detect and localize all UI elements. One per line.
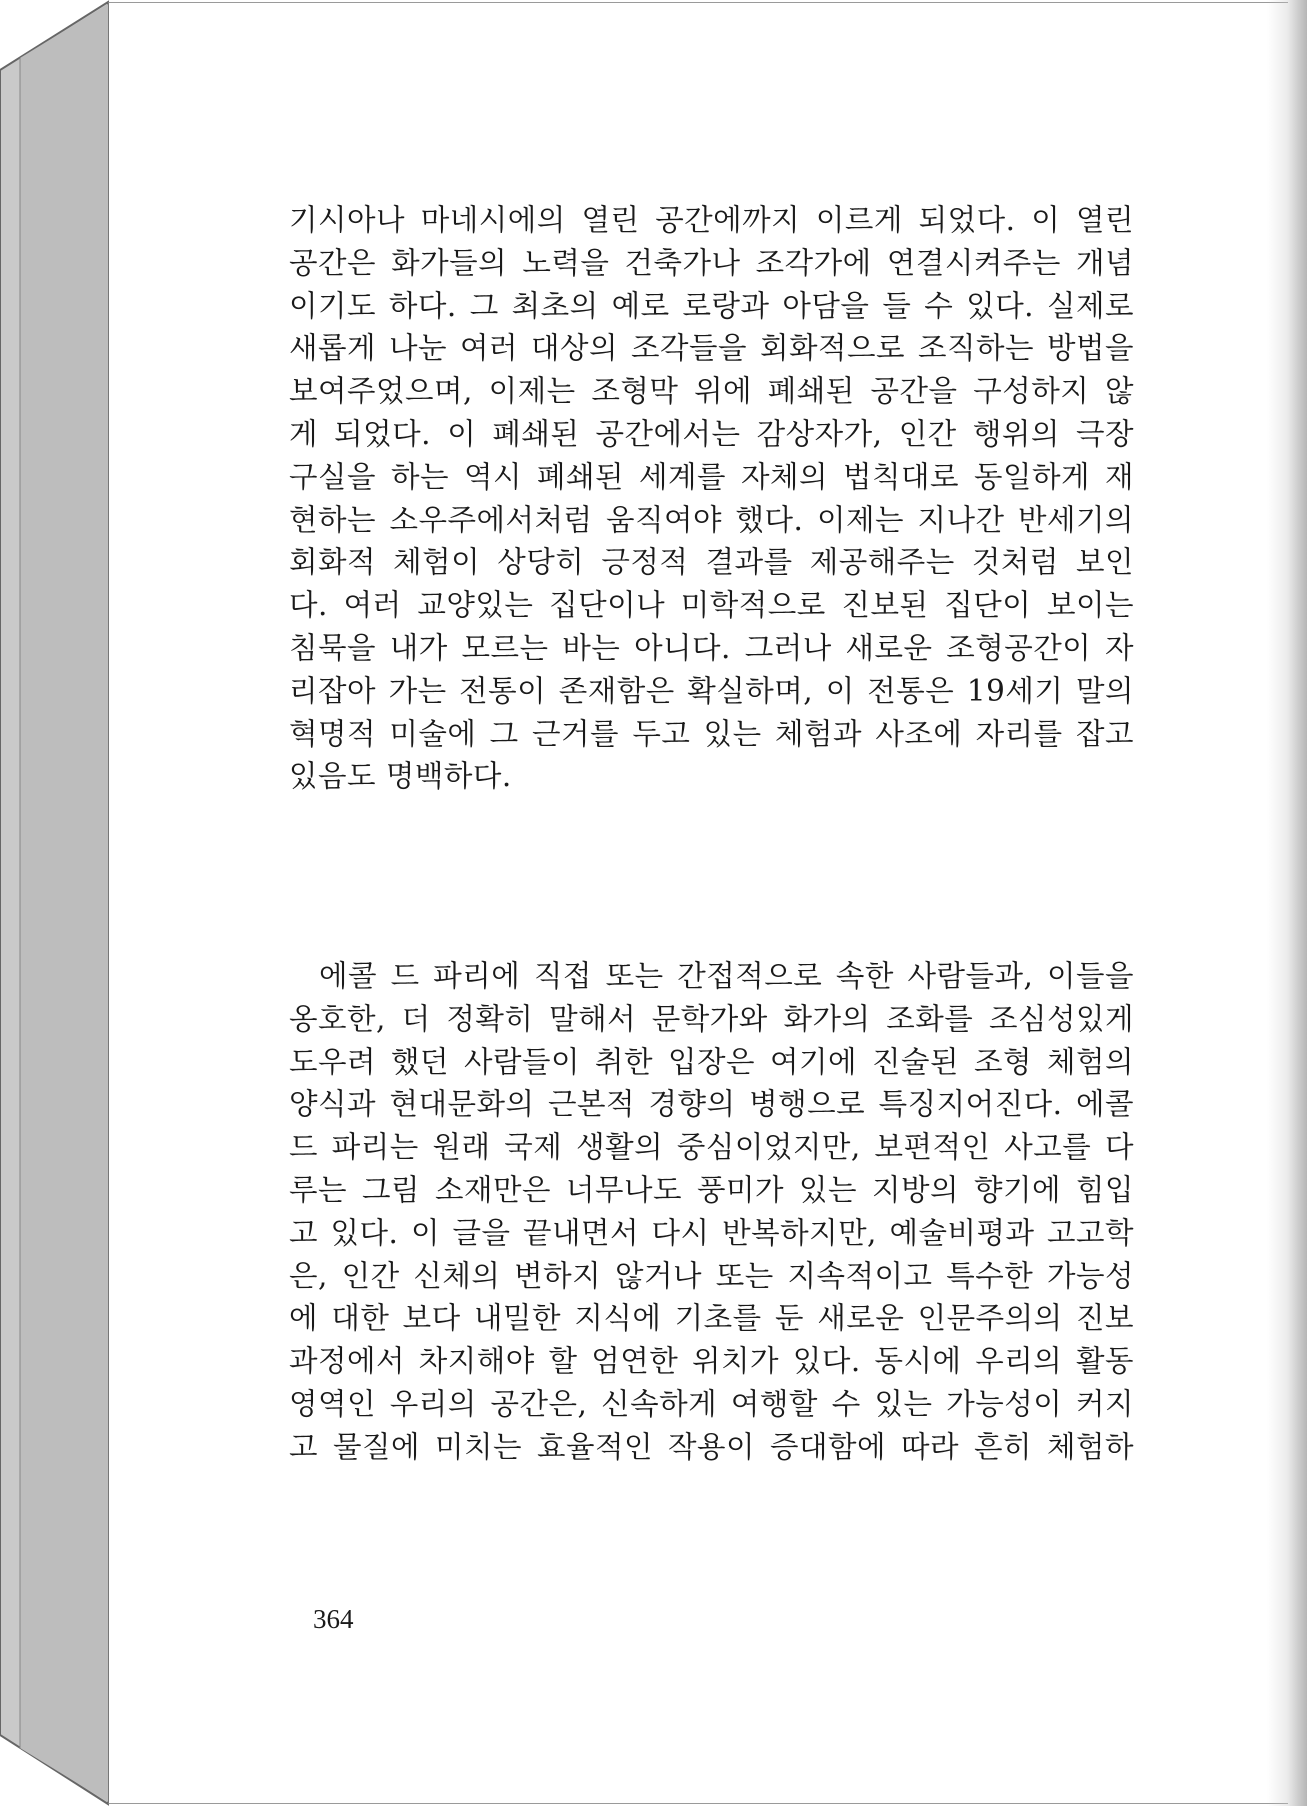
text-line: 기시아나 마네시에의 열린 공간에까지 이르게 되었다. 이 열린 — [289, 203, 1134, 237]
text-line: 과정에서 차지해야 할 엄연한 위치가 있다. 동시에 우리의 활동 — [289, 1344, 1134, 1379]
paragraph-2 — [289, 955, 1134, 1469]
text-line: 혁명적 미술에 그 근거를 두고 있는 체험과 사조에 자리를 잡고 — [289, 716, 1134, 751]
text-line: 양식과 현대문화의 근본적 경향의 병행으로 특징지어진다. 에콜 — [289, 1087, 1134, 1122]
text-line: 영역인 우리의 공간은, 신속하게 여행할 수 있는 가능성이 커지 — [289, 1386, 1134, 1421]
text-line: 옹호한, 더 정확히 말해서 문학가와 화가의 조화를 조심성있게 — [289, 1001, 1134, 1036]
text-line: 있음도 명백하다. — [289, 759, 512, 794]
text-line: 은, 인간 신체의 변하지 않거나 또는 지속적이고 특수한 가능성 — [289, 1258, 1134, 1293]
text-line: 새롭게 나눈 여러 대상의 조각들을 회화적으로 조직하는 방법을 — [289, 331, 1134, 366]
text-line: 에콜 드 파리에 직접 또는 간접적으로 속한 사람들과, 이들을 — [319, 959, 1134, 993]
paragraph-1 — [289, 199, 1134, 798]
text-line: 리잡아 가는 전통이 존재함은 확실하며, 이 전통은 19세기 말의 — [289, 673, 1134, 708]
text-line: 현하는 소우주에서처럼 움직여야 했다. 이제는 지나간 반세기의 — [289, 502, 1134, 537]
text-line: 게 되었다. 이 폐쇄된 공간에서는 감상자가, 인간 행위의 극장 — [289, 416, 1134, 451]
text-line: 구실을 하는 역시 폐쇄된 세계를 자체의 법칙대로 동일하게 재 — [289, 459, 1134, 494]
text-line: 고 있다. 이 글을 끝내면서 다시 반복하지만, 예술비평과 고고학 — [289, 1215, 1134, 1250]
page-number: 364 — [313, 1604, 354, 1634]
text-line: 보여주었으며, 이제는 조형막 위에 폐쇄된 공간을 구성하지 않 — [289, 374, 1134, 409]
text-line: 드 파리는 원래 국제 생활의 중심이었지만, 보편적인 사고를 다 — [289, 1130, 1134, 1165]
text-line: 이기도 하다. 그 최초의 예로 로랑과 아담을 들 수 있다. 실제로 — [289, 288, 1134, 323]
text-line: 공간은 화가들의 노력을 건축가나 조각가에 연결시켜주는 개념 — [289, 245, 1134, 280]
text-line: 고 물질에 미치는 효율적인 작용이 증대함에 따라 흔히 체험하 — [289, 1429, 1134, 1464]
text-line: 침묵을 내가 모르는 바는 아니다. 그러나 새로운 조형공간이 자 — [289, 630, 1134, 665]
text-line: 다. 여러 교양있는 집단이나 미학적으로 진보된 집단이 보이는 — [289, 588, 1134, 623]
text-line: 에 대한 보다 내밀한 지식에 기초를 둔 새로운 인문주의의 진보 — [289, 1301, 1134, 1336]
text-line: 회화적 체험이 상당히 긍정적 결과를 제공해주는 것처럼 보인 — [289, 545, 1134, 580]
page-edge-shadow — [1267, 0, 1307, 1806]
text-line: 도우려 했던 사람들이 취한 입장은 여기에 진술된 조형 체험의 — [289, 1044, 1134, 1079]
text-line: 루는 그림 소재만은 너무나도 풍미가 있는 지방의 향기에 힘입 — [289, 1172, 1134, 1207]
